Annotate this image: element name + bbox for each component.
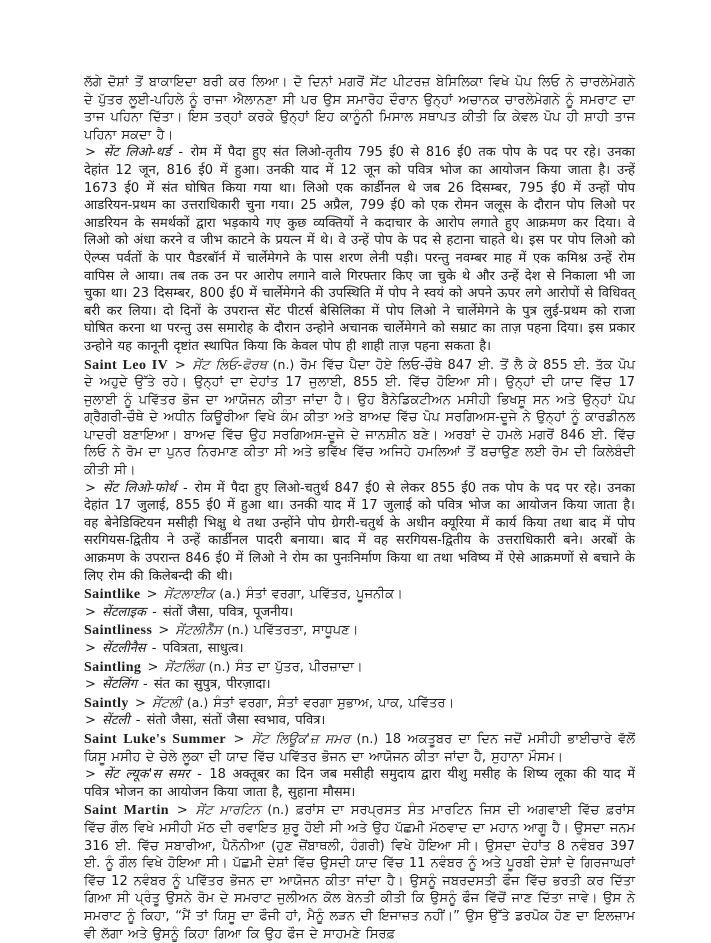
part-of-speech: (n.) (356, 730, 379, 746)
gt-marker: > (158, 623, 170, 639)
entry-saint-lukes-summer-hindi (84, 766, 635, 801)
punjabi-transliteration: ਸੇਂਟਲਿੰਗ (164, 659, 204, 675)
dash-separator: - (152, 604, 157, 620)
dash-separator: - (135, 713, 141, 729)
gt-marker: > (85, 480, 96, 496)
punjabi-transliteration: ਸੇਂਟਲੀ (152, 695, 182, 711)
entry-saint-leo-iv-hindi (84, 480, 635, 586)
gt-marker: > (147, 659, 159, 675)
dash-separator: - (178, 145, 184, 161)
gt-marker: > (85, 641, 96, 656)
headword: Saintly (84, 695, 129, 711)
gt-marker: > (85, 145, 96, 161)
gt-marker: > (85, 767, 96, 783)
punjabi-text: ਲੱਗੇ ਦੋਸ਼ਾਂ ਤੋਂ ਬਾਕਾਇਦਾ ਬਰੀ ਕਰ ਲਿਆ। ਦੋ ਦਿਨਾਂ ਮਗਰੋਂ ਸੇਂਟ ਪੀਟਰਜ਼ ਬੇਸਿਲਿਕਾ ਵਿਖੇ ਪੋਪ ਲਿਓ ਨੇ ਚਾਰਲੇਮੇਗਨੇ ਦੇ ਪੁੱਤਰ ਲੂਈ-ਪਹਿਲੇ ਨੂੰ ਰਾਜਾ ਐਲਾਨਣਾ ਸੀ ਪਰ ਉਸ ਸਮਾਰੋਹ ਦੌਰਾਨ ਉਨ੍ਹਾਂ ਅਚਾਨਕ ਚਾਰਲੇਮੇਗਨੇ ਨੂੰ ਸਮਰਾਟ ਦਾ ਤਾਜ ਪਹਿਨਾ ਦਿੱਤਾ। ਇਸ ਤਰ੍ਹਾਂ ਕਰਕੇ ਉਨ੍ਹਾਂ ਇਹ ਕਾਨੂੰਨੀ ਮਿਸਾਲ ਸਥਾਪਤ ਕੀਤੀ ਕਿ ਕੇਵਲ ਪੋਪ ਹੀ ਸ਼ਾਹੀ ਤਾਜ ਪਹਿਨਾ ਸਕਦਾ ਹੈ। (84, 75, 635, 143)
part-of-speech: (n.) (267, 802, 289, 818)
entry-saintlike-punjabi (84, 585, 635, 604)
entry-saintling-hindi (84, 676, 635, 694)
gt-marker: > (176, 803, 188, 819)
leo3-hindi-definition (84, 144, 635, 355)
headword: Saintliness (84, 623, 153, 639)
gt-marker: > (134, 695, 146, 711)
dash-separator: - (182, 480, 188, 496)
gt-marker: > (85, 677, 96, 693)
hindi-transliteration: सेंट लिओ-थर्ड (103, 145, 171, 161)
punjabi-definition: ਫ਼ਰਾਂਸ ਦਾ ਸਰਪ੍ਰਸਤ ਸੰਤ ਮਾਰਟਿਨ ਜਿਸ ਦੀ ਅਗਵਾਈ ਵਿੱਚ ਫ਼ਰਾਂਸ ਵਿੱਚ ਗੌਲ ਵਿਖੇ ਮਸੀਹੀ ਮੱਠ ਦੀ ਰਵਾਇਤ ਸ਼ੁਰੂ ਹੋਈ ਸੀ ਅਤੇ ਉਹ ਪੱਛਮੀ ਮੱਠਵਾਦ ਦਾ ਮਹਾਨ ਆਗੂ ਹੈ। ਉਸਦਾ ਜਨਮ 316 ਈ. ਵਿੱਚ ਸਬਾਰੀਆ, ਪੈਨੋਨੀਆ (ਹੁਣ ਜ਼ੋਂਬਾਥਲੀ, ਹੰਗਰੀ) ਵਿਖੇ ਹੋਇਆ ਸੀ। ਉਸਦਾ ਦੇਹਾਂਤ 8 ਨਵੰਬਰ 397 ਈ. ਨੂੰ ਗੌਲ ਵਿਖੇ ਹੋਇਆ ਸੀ। ਪੱਛਮੀ ਦੇਸ਼ਾਂ ਵਿੱਚ ਉਸਦੀ ਯਾਦ ਵਿੱਚ 11 ਨਵੰਬਰ ਨੂੰ ਅਤੇ ਪੂਰਬੀ ਦੇਸ਼ਾਂ ਦੇ ਗਿਰਜਾਘਰਾਂ ਵਿੱਚ 12 ਨਵੰਬਰ ਨੂੰ ਪਵਿੱਤਰ ਭੋਜਨ ਦਾ ਆਯੋਜਨ ਕੀਤਾ ਜਾਂਦਾ ਹੈ। ਉਸਨੂੰ ਜਬਰਦਸਤੀ ਫੌਜ ਵਿੱਚ ਭਰਤੀ ਕਰ ਦਿੱਤਾ ਗਿਆ ਸੀ ਪ੍ਰੰਤੂ ਉਸਨੇ ਰੋਮ ਦੇ ਸਮਰਾਟ ਜੁਲੀਅਨ ਕੋਲ ਬੇਨਤੀ ਕੀਤੀ ਕਿ ਉਸਨੂੰ ਫੌਜ ਵਿੱਚੋਂ ਜਾਣ ਦਿੱਤਾ ਜਾਵੇ। ਉਸ ਨੇ ਸਮਰਾਟ ਨੂੰ ਕਿਹਾ, “ਮੈਂ ਤਾਂ ਯਿਸੂ ਦਾ ਫੌਜੀ ਹਾਂ, ਮੈਨੂੰ ਲੜਨ ਦੀ ਇਜਾਜ਼ਤ ਨਹੀਂ।” ਉਸ ਉੱਤੇ ਡਰਪੋਕ ਹੋਣ ਦਾ ਇਲਜ਼ਾਮ ਵੀ ਲੱਗਾ ਅਤੇ ਉਸਨੂੰ ਕਿਹਾ ਗਿਆ ਕਿ ਉਹ ਫੌਜ ਦੇ ਸਾਹਮਣੇ ਸਿਰਫ਼ (84, 803, 635, 942)
entry-saintliness-hindi (84, 640, 635, 658)
part-of-speech: (n.) (208, 658, 231, 674)
part-of-speech: (a.) (186, 694, 209, 710)
entry-saint-lukes-summer-punjabi (84, 730, 635, 766)
gt-marker: > (174, 357, 186, 373)
punjabi-definition: ਸੰਤਾਂ ਵਰਗਾ, ਪਵਿੱਤਰ, ਪੂਜਨੀਕ। (245, 587, 403, 603)
hindi-transliteration: सेंट लिओ-फोर्थ (102, 480, 177, 496)
punjabi-transliteration: ਸੇਂਟ ਲਿਊਕ'ਜ਼ ਸਮਰ (251, 731, 351, 747)
leo3-punjabi-continuation (84, 74, 635, 144)
gt-marker: > (85, 604, 96, 620)
headword: Saintling (84, 659, 142, 675)
part-of-speech: (a.) (219, 586, 241, 602)
headword: Saint Luke's Summer (84, 731, 227, 747)
hindi-definition: पवित्रता, साधुत्व। (162, 641, 244, 656)
punjabi-definition: 18 ਅਕਤੂਬਰ ਦਾ ਦਿਨ ਜਦੋਂ ਮਸੀਹੀ ਭਾਈਚਾਰੇ ਵੱਲੋਂ ਯਿਸੂ ਮਸੀਹ ਦੇ ਚੇਲੇ ਲੂਕਾ ਦੀ ਯਾਦ ਵਿੱਚ ਪਵਿੱਤਰ ਭੋਜਨ ਦਾ ਆਯੋਜਨ ਕੀਤਾ ਜਾਂਦਾ ਹੈ, ਸੁਹਾਨਾ ਮੌਸਮ। (84, 731, 635, 765)
hindi-definition: 18 अक्तूबर का दिन जब मसीही समुदाय द्वारा यीशु मसीह के शिष्य लूका की याद में पवित्र भोजन का आयोजन किया जाता है, सुहाना मौसम। (84, 767, 636, 800)
headword: Saint Martin (84, 803, 169, 819)
headword: Saintlike (84, 587, 141, 603)
hindi-definition: रोम में पैदा हुए लिओ-चतुर्थ 847 ई0 से लेकर 855 ई0 तक पोप के पद पर रहे। उनका देहांत 17 जुलाई, 855 ई0 में हुआ था। उनकी याद में 17 जुलाई को पवित्र भोज का आयोजन किया जाता है। वह बेनेडिक्टियन मसीही भिक्षु थे तथा उन्होंने पोप ग्रेगरी-चतुर्थ के अधीन क्यूरिया में कार्य किया तथा बाद में पोप सरगियस-द्वितीय ने उन्हें कार्डीनल पादरी बनाया। बाद में वह सरगियस-द्वितीय के उत्तराधिकारी बने। अरबों के आक्रमण के उपरान्त 846 ई0 में लिओ ने रोम का पुनःनिर्माण किया था तथा भविष्य में ऐसे आक्रमणों से बचाने के लिए रोम की किलेबन्दी की थी। (84, 480, 635, 584)
entry-saintling-punjabi (84, 658, 635, 677)
punjabi-transliteration: ਸੇਂਟਲਾਈਕ (163, 587, 215, 603)
punjabi-definition: ਸੰਤਾਂ ਵਰਗਾ, ਸੰਤਾਂ ਵਰਗਾ ਸੁਭਾਅ, ਪਾਕ, ਪਵਿੱਤਰ। (213, 695, 455, 711)
hindi-definition: संतों जैसा, पवित्र, पूजनीय। (162, 604, 294, 620)
gt-marker: > (146, 587, 158, 603)
part-of-speech: (n.) (272, 356, 295, 372)
entry-saintly-punjabi (84, 694, 635, 713)
punjabi-transliteration: ਸੇਂਟਲੀਨੈੱਸ (175, 623, 222, 639)
hindi-definition: संतो जैसा, संतों जैसा स्वभाव, पवित्र। (146, 713, 326, 729)
punjabi-definition: ਰੋਮ ਵਿੱਚ ਪੈਦਾ ਹੋਏ ਲਿਓ-ਚੌਥੇ 847 ਈ. ਤੋਂ ਲੈ ਕੇ 855 ਈ. ਤੱਕ ਪੋਪ ਦੇ ਅਹੁਦੇ ਉੱਤੇ ਰਹੇ। ਉਨ੍ਹਾਂ ਦਾ ਦੇਹਾਂਤ 17 ਜੁਲਾਈ, 855 ਈ. ਵਿੱਚ ਹੋਇਆ ਸੀ। ਉਨ੍ਹਾਂ ਦੀ ਯਾਦ ਵਿੱਚ 17 ਜੁਲਾਈ ਨੂੰ ਪਵਿੱਤਰ ਭੋਜ ਦਾ ਆਯੋਜਨ ਕੀਤਾ ਜਾਂਦਾ ਹੈ। ਉਹ ਬੈਨੇਡਿਕਟੀਅਨ ਮਸੀਹੀ ਭਿਖਸ਼ੂ ਸਨ ਅਤੇ ਉਨ੍ਹਾਂ ਪੋਪ ਗ੍ਰੈਗਰੀ-ਚੌਥੇ ਦੇ ਅਧੀਨ ਕਿਊਰੀਆ ਵਿਖੇ ਕੰਮ ਕੀਤਾ ਅਤੇ ਬਾਅਦ ਵਿੱਚ ਪੋਪ ਸਰਗਿਅਸ-ਦੂਜੇ ਨੇ ਉਨ੍ਹਾਂ ਨੂੰ ਕਾਰਡੀਨਲ ਪਾਦਰੀ ਬਣਾਇਆ। ਬਾਅਦ ਵਿੱਚ ਉਹ ਸਰਗਿਅਸ-ਦੂਜੇ ਦੇ ਜਾਨਸ਼ੀਨ ਬਣੇ। ਅਰਬਾਂ ਦੇ ਹਮਲੇ ਮਗਰੋਂ 846 ਈ. ਵਿੱਚ ਲਿਓ ਨੇ ਰੋਮ ਦਾ ਪੁਨਰ ਨਿਰਮਾਣ ਕੀਤਾ ਸੀ ਅਤੇ ਭਵਿੱਖ ਵਿੱਚ ਅਜਿਹੇ ਹਮਲਿਆਂ ਤੋਂ ਬਚਾਉਣ ਲਈ ਰੋਮ ਦੀ ਕਿਲੇਬੰਦੀ ਕੀਤੀ ਸੀ। (84, 357, 635, 479)
punjabi-definition: ਪਵਿੱਤਰਤਾ, ਸਾਧੂਪਣ। (253, 623, 359, 639)
punjabi-transliteration: ਸੇਂਟ ਮਾਰਟਿਨ (195, 803, 261, 819)
entry-saintlike-hindi (84, 604, 635, 622)
dash-separator: - (151, 641, 157, 656)
part-of-speech: (n.) (227, 622, 249, 638)
gt-marker: > (85, 713, 96, 729)
gt-marker: > (233, 731, 245, 747)
hindi-definition: संत का सुपुत्र, पीरज़ादा। (153, 677, 271, 693)
hindi-transliteration: सेंटलाइक (102, 604, 146, 620)
entry-saintliness-punjabi (84, 621, 635, 640)
headword: Saint Leo IV (84, 357, 169, 373)
dash-separator: - (197, 767, 202, 783)
hindi-transliteration: सेंटलीनैस (102, 641, 146, 656)
dash-separator: - (143, 677, 148, 693)
hindi-text: रोम में पैदा हुए संत लिओ-तृतीय 795 ई0 से 816 ई0 तक पोप के पद पर रहे। उनका देहांत 12 जून, 816 ई0 में हुआ। उनकी याद में 12 जून को पवित्र भोज का आयोजन किया जाता है। उन्हें 1673 ई0 में संत घोषित किया गया था। लिओ एक कार्डीनल थे जब 26 दिसम्बर, 795 ई0 में उन्हों पोप आडरियन-प्रथम का उत्तराधिकारी चुना गया। 25 अप्रैल, 799 ई0 को एक रोमन जलूस के दौरान पोप लिओ पर आडरियन के समर्थकों द्वारा भड़काये गए कुछ व्यक्तियों ने कदाचार के आरोप लगाते हुए आक्रमण कर दिया। वे लिओ को अंधा करने व जीभ काटने के प्रयत्न में थे। वे उन्हें पोप के पद से हटाना चाहते थे। इस पर पोप लिओ को ऐल्प्स पर्वतों के पार पैडरबॉर्न में चार्लेमेगने के पास शरण लेनी पड़ी। परन्तु नवम्बर माह में एक कमिश्न उन्हें रोम वापिस ले आया। तब तक उन पर आरोप लगाने वाले गिरफ्तार किए जा चुके थे और उन्हें देश से निकाला भी जा चुका था। 23 दिसम्बर, 800 ई0 में चार्लेमेगने की उपस्थिति में पोप ने स्वयं को अपने ऊपर लगे आरोपों से विधिवत् बरी कर लिया। दो दिनों के उपरान्त सेंट पीटर्स बेसिलिका में पोप लिओ ने चार्लेमेगने के पुत्र लुई-प्रथम को राजा घोषित करना था परन्तु उस समारोह के दौरान उन्होने अचानक चार्लेमेगने को सम्राट का ताज़ पहना दिया। इस प्रकार उन्होने यह कानूनी दृष्टांत स्थापित किया कि केवल पोप ही शाही ताज़ पहना सकता है। (84, 145, 635, 354)
entry-saint-leo-iv-punjabi (84, 356, 635, 480)
entry-saint-martin-punjabi (84, 801, 635, 943)
entry-saintly-hindi (84, 712, 635, 730)
punjabi-transliteration: ਸੇਂਟ ਲਿਓ-ਫੋਰਥ (192, 357, 267, 373)
hindi-transliteration: सेंट ल्यूक'स समर (103, 767, 190, 783)
punjabi-definition: ਸੰਤ ਦਾ ਪੁੱਤਰ, ਪੀਰਜ਼ਾਦਾ। (235, 659, 363, 675)
hindi-transliteration: सेंटलिंग (102, 677, 137, 693)
hindi-transliteration: सेंटली (102, 713, 130, 729)
page-content (84, 74, 635, 943)
